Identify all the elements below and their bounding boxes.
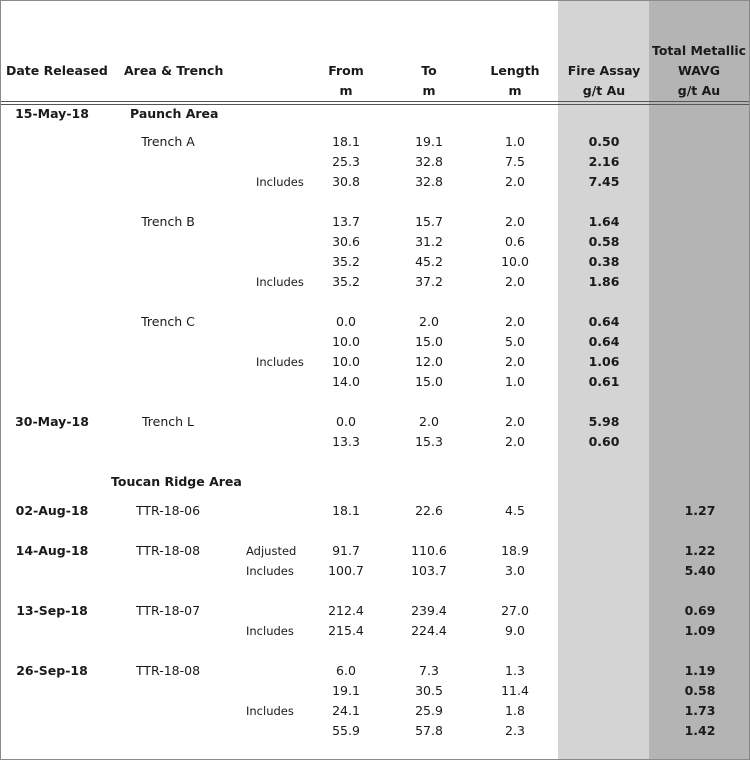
cell-from: 13.3 xyxy=(332,434,360,449)
cell-from: 55.9 xyxy=(332,723,360,738)
cell-length: 5.0 xyxy=(505,334,525,349)
cell-to: 25.9 xyxy=(415,703,443,718)
cell-from: 19.1 xyxy=(332,683,360,698)
cell-total-metallic: 1.09 xyxy=(684,623,716,638)
cell-trench: TTR-18-06 xyxy=(135,503,201,518)
cell-total-metallic: 1.73 xyxy=(684,703,716,718)
cell-from: 35.2 xyxy=(332,274,360,289)
cell-total-metallic: 1.42 xyxy=(684,723,716,738)
cell-note: Includes xyxy=(246,704,294,718)
cell-fire-assay: 0.50 xyxy=(588,134,620,149)
cell-date: 30-May-18 xyxy=(15,414,89,429)
cell-from: 215.4 xyxy=(328,623,364,638)
cell-length: 9.0 xyxy=(505,623,525,638)
header-divider xyxy=(1,101,749,102)
header-total-unit: g/t Au xyxy=(677,83,721,98)
header-length-unit: m xyxy=(508,83,522,98)
cell-fire-assay: 0.64 xyxy=(588,334,620,349)
cell-date: 26-Sep-18 xyxy=(16,663,88,678)
cell-total-metallic: 5.40 xyxy=(684,563,716,578)
header-length: Length xyxy=(490,63,540,78)
cell-trench: Trench B xyxy=(141,214,195,229)
cell-trench: Trench C xyxy=(141,314,195,329)
cell-fire-assay: 5.98 xyxy=(588,414,620,429)
cell-length: 1.3 xyxy=(505,663,525,678)
cell-trench: Trench L xyxy=(141,414,195,429)
cell-total-metallic: 0.58 xyxy=(684,683,716,698)
cell-to: 12.0 xyxy=(415,354,443,369)
cell-to: 15.0 xyxy=(415,374,443,389)
cell-date: 02-Aug-18 xyxy=(15,503,89,518)
cell-length: 2.0 xyxy=(505,314,525,329)
cell-date: 13-Sep-18 xyxy=(16,603,88,618)
cell-area: Paunch Area xyxy=(130,106,219,121)
header-to: To xyxy=(421,63,437,78)
cell-length: 10.0 xyxy=(501,254,529,269)
header-divider xyxy=(1,104,749,105)
cell-from: 10.0 xyxy=(332,354,360,369)
cell-length: 1.8 xyxy=(505,703,525,718)
header-date-released: Date Released xyxy=(6,63,108,78)
header-total-metallic: Total Metallic xyxy=(651,43,747,58)
cell-trench: TTR-18-08 xyxy=(135,663,201,678)
cell-to: 15.3 xyxy=(415,434,443,449)
cell-to: 15.7 xyxy=(415,214,443,229)
header-from: From xyxy=(328,63,364,78)
cell-length: 2.3 xyxy=(505,723,525,738)
cell-from: 6.0 xyxy=(336,663,356,678)
cell-from: 91.7 xyxy=(332,543,360,558)
cell-trench: TTR-18-07 xyxy=(135,603,201,618)
cell-fire-assay: 1.86 xyxy=(588,274,620,289)
cell-fire-assay: 1.64 xyxy=(588,214,620,229)
cell-to: 239.4 xyxy=(411,603,447,618)
cell-to: 224.4 xyxy=(411,623,447,638)
cell-fire-assay: 0.64 xyxy=(588,314,620,329)
cell-to: 15.0 xyxy=(415,334,443,349)
cell-fire-assay: 2.16 xyxy=(588,154,620,169)
cell-to: 31.2 xyxy=(415,234,443,249)
cell-total-metallic: 1.19 xyxy=(684,663,716,678)
cell-fire-assay: 7.45 xyxy=(588,174,620,189)
cell-date: 14-Aug-18 xyxy=(15,543,89,558)
cell-to: 110.6 xyxy=(411,543,447,558)
cell-length: 2.0 xyxy=(505,354,525,369)
cell-trench: Trench A xyxy=(141,134,195,149)
cell-to: 103.7 xyxy=(411,563,447,578)
cell-from: 14.0 xyxy=(332,374,360,389)
cell-trench: TTR-18-08 xyxy=(135,543,201,558)
cell-fire-assay: 0.60 xyxy=(588,434,620,449)
cell-from: 212.4 xyxy=(328,603,364,618)
cell-length: 1.0 xyxy=(505,374,525,389)
header-fire-assay: Fire Assay xyxy=(567,63,641,78)
header-to-unit: m xyxy=(422,83,436,98)
cell-from: 18.1 xyxy=(332,134,360,149)
cell-total-metallic: 0.69 xyxy=(684,603,716,618)
cell-length: 11.4 xyxy=(501,683,529,698)
cell-from: 13.7 xyxy=(332,214,360,229)
cell-from: 35.2 xyxy=(332,254,360,269)
cell-from: 10.0 xyxy=(332,334,360,349)
cell-note: Includes xyxy=(256,355,304,369)
cell-to: 22.6 xyxy=(415,503,443,518)
cell-from: 30.8 xyxy=(332,174,360,189)
header-from-unit: m xyxy=(339,83,353,98)
cell-note: Adjusted xyxy=(246,544,297,558)
cell-note: Includes xyxy=(246,624,294,638)
cell-fire-assay: 0.38 xyxy=(588,254,620,269)
cell-total-metallic: 1.27 xyxy=(684,503,716,518)
cell-note: Includes xyxy=(256,275,304,289)
cell-length: 18.9 xyxy=(501,543,529,558)
cell-to: 57.8 xyxy=(415,723,443,738)
cell-from: 100.7 xyxy=(328,563,364,578)
cell-to: 30.5 xyxy=(415,683,443,698)
cell-length: 27.0 xyxy=(501,603,529,618)
cell-fire-assay: 0.58 xyxy=(588,234,620,249)
header-wavg: WAVG xyxy=(678,63,720,78)
header-fire-assay-unit: g/t Au xyxy=(582,83,626,98)
cell-fire-assay: 1.06 xyxy=(588,354,620,369)
cell-total-metallic: 1.22 xyxy=(684,543,716,558)
cell-length: 7.5 xyxy=(505,154,525,169)
cell-length: 1.0 xyxy=(505,134,525,149)
cell-from: 18.1 xyxy=(332,503,360,518)
cell-from: 0.0 xyxy=(336,314,356,329)
total-metallic-column-shade xyxy=(649,1,749,759)
cell-length: 3.0 xyxy=(505,563,525,578)
cell-to: 45.2 xyxy=(415,254,443,269)
cell-length: 2.0 xyxy=(505,214,525,229)
cell-from: 24.1 xyxy=(332,703,360,718)
cell-to: 19.1 xyxy=(415,134,443,149)
cell-length: 2.0 xyxy=(505,274,525,289)
cell-area: Toucan Ridge Area xyxy=(111,474,242,489)
cell-length: 4.5 xyxy=(505,503,525,518)
cell-from: 0.0 xyxy=(336,414,356,429)
cell-note: Includes xyxy=(256,175,304,189)
cell-from: 25.3 xyxy=(332,154,360,169)
cell-length: 2.0 xyxy=(505,434,525,449)
cell-length: 2.0 xyxy=(505,414,525,429)
header-area-trench: Area & Trench xyxy=(124,63,224,78)
cell-length: 2.0 xyxy=(505,174,525,189)
cell-length: 0.6 xyxy=(505,234,525,249)
cell-to: 37.2 xyxy=(415,274,443,289)
cell-to: 2.0 xyxy=(419,414,439,429)
cell-to: 32.8 xyxy=(415,174,443,189)
cell-date: 15-May-18 xyxy=(15,106,89,121)
cell-fire-assay: 0.61 xyxy=(588,374,620,389)
cell-to: 32.8 xyxy=(415,154,443,169)
cell-to: 2.0 xyxy=(419,314,439,329)
cell-from: 30.6 xyxy=(332,234,360,249)
cell-to: 7.3 xyxy=(419,663,439,678)
cell-note: Includes xyxy=(246,564,294,578)
